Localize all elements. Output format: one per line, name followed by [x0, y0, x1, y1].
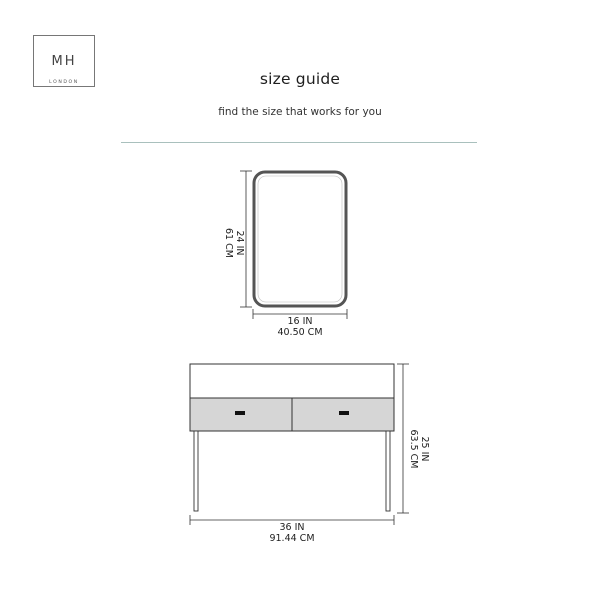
- console-height-cm: 63.5 CM: [408, 429, 419, 469]
- console-illustration: [190, 364, 394, 511]
- page-subtitle: find the size that works for you: [218, 106, 382, 118]
- mirror-height-label: [223, 211, 245, 275]
- console-height-label: [408, 411, 430, 487]
- logo-monogram: MH: [51, 54, 77, 69]
- mirror-width-label: [255, 316, 345, 338]
- console-width-label: [246, 522, 338, 544]
- mirror-width-in: 16 IN: [287, 316, 313, 327]
- mirror-width-cm: 40.50 CM: [277, 327, 323, 338]
- logo-city: LONDON: [49, 80, 79, 85]
- console-height-in: 25 IN: [419, 436, 430, 462]
- page-title: size guide: [259, 70, 341, 88]
- console-width-in: 36 IN: [279, 522, 305, 533]
- console-width-cm: 91.44 CM: [269, 533, 315, 544]
- mirror-height-cm: 61 CM: [223, 228, 234, 258]
- mirror-illustration: [254, 172, 346, 306]
- mirror-height-in: 24 IN: [234, 230, 245, 256]
